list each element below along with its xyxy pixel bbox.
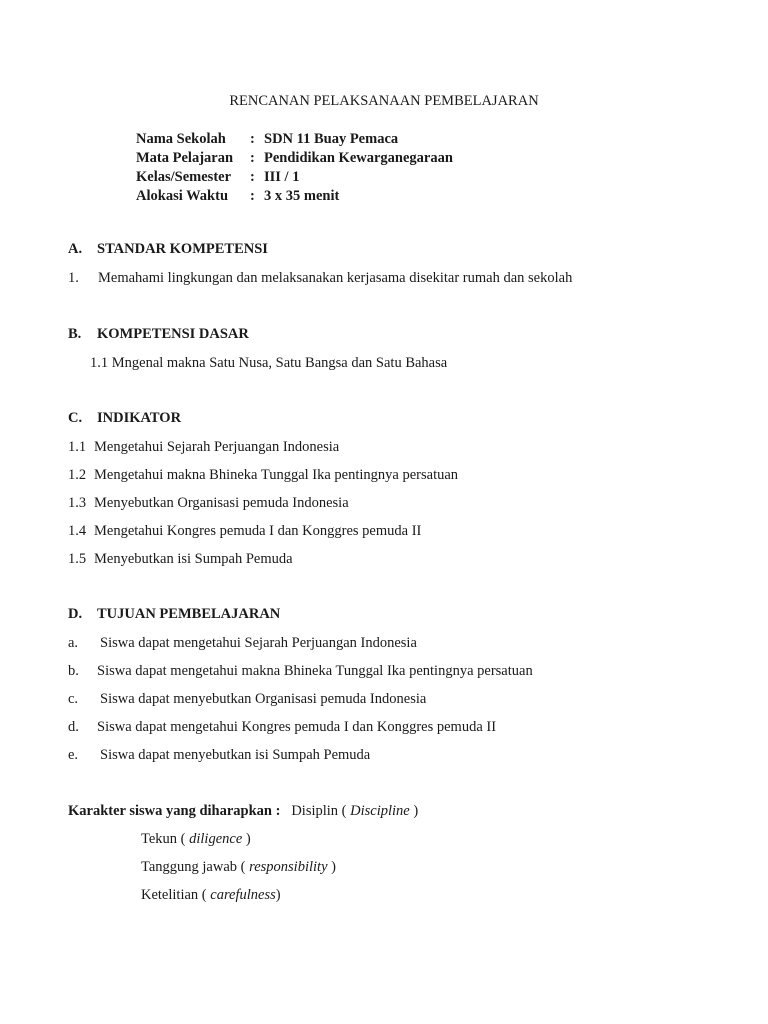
trait-line bbox=[141, 887, 281, 904]
trait-name: Disiplin ( bbox=[291, 803, 347, 819]
info-row-class bbox=[136, 169, 299, 186]
section-title: INDIKATOR bbox=[97, 410, 182, 426]
item-number: 1.4 bbox=[68, 523, 87, 539]
trait-close: ) bbox=[275, 887, 281, 903]
trait-name: Tekun ( bbox=[141, 831, 186, 847]
section-a-heading bbox=[68, 241, 268, 258]
list-item bbox=[68, 635, 417, 652]
item-number: 1. bbox=[68, 270, 79, 286]
section-c-heading bbox=[68, 410, 181, 427]
section-title: STANDAR KOMPETENSI bbox=[97, 241, 268, 257]
item-letter: c. bbox=[68, 691, 79, 707]
section-title: KOMPETENSI DASAR bbox=[97, 326, 249, 342]
item-text: Memahami lingkungan dan melaksanakan kerjasama disekitar rumah dan sekolah bbox=[98, 270, 573, 286]
info-row-subject bbox=[136, 150, 453, 167]
info-row-school bbox=[136, 131, 398, 148]
document-title: RENCANAN PELAKSANAAN PEMBELAJARAN bbox=[229, 93, 539, 109]
item-text: Siswa dapat menyebutkan Organisasi pemuda Indonesia bbox=[100, 691, 427, 707]
list-item bbox=[90, 355, 447, 372]
trait-line bbox=[141, 831, 251, 848]
section-letter: B. bbox=[68, 326, 82, 342]
list-item bbox=[68, 495, 349, 512]
list-item bbox=[68, 467, 458, 484]
section-title: TUJUAN PEMBELAJARAN bbox=[97, 606, 281, 622]
item-letter: b. bbox=[68, 663, 79, 679]
info-value: 3 x 35 menit bbox=[264, 188, 340, 204]
trait-english: Discipline bbox=[350, 803, 410, 819]
karakter-label: Karakter siswa yang diharapkan : bbox=[68, 803, 281, 819]
trait-english: responsibility bbox=[249, 859, 328, 875]
item-text: Siswa dapat mengetahui Kongres pemuda I dan Konggres pemuda II bbox=[97, 719, 497, 735]
info-label: Mata Pelajaran bbox=[136, 150, 234, 166]
info-value: SDN 11 Buay Pemaca bbox=[264, 131, 399, 147]
item-text: Menyebutkan isi Sumpah Pemuda bbox=[94, 551, 293, 567]
trait-english: carefulness bbox=[210, 887, 276, 903]
section-d-heading bbox=[68, 606, 280, 623]
list-item bbox=[68, 663, 533, 680]
trait-close: ) bbox=[413, 803, 419, 819]
item-text: Siswa dapat mengetahui Sejarah Perjuangan Indonesia bbox=[100, 635, 417, 651]
section-b-heading bbox=[68, 326, 249, 343]
trait-line bbox=[141, 859, 336, 876]
item-text: Mengetahui makna Bhineka Tunggal Ika pentingnya persatuan bbox=[94, 467, 459, 483]
item-text: Siswa dapat menyebutkan isi Sumpah Pemuda bbox=[100, 747, 371, 763]
item-number: 1.1 bbox=[68, 439, 87, 455]
info-value: Pendidikan Kewarganegaraan bbox=[264, 150, 453, 166]
info-value: III / 1 bbox=[264, 169, 300, 185]
section-letter: C. bbox=[68, 410, 83, 426]
trait-english: diligence bbox=[189, 831, 243, 847]
item-number: 1.3 bbox=[68, 495, 87, 511]
list-item bbox=[68, 691, 426, 708]
list-item bbox=[68, 719, 496, 736]
item-letter: e. bbox=[68, 747, 79, 763]
item-text: Menyebutkan Organisasi pemuda Indonesia bbox=[94, 495, 349, 511]
info-label: Alokasi Waktu bbox=[136, 188, 229, 204]
item-text: Mengetahui Kongres pemuda I dan Konggres pemuda II bbox=[94, 523, 422, 539]
info-label: Nama Sekolah bbox=[136, 131, 226, 147]
info-colon: : bbox=[250, 188, 255, 204]
item-text: Siswa dapat mengetahui makna Bhineka Tunggal Ika pentingnya persatuan bbox=[97, 663, 533, 679]
section-letter: A. bbox=[68, 241, 83, 257]
item-text: 1.1 Mngenal makna Satu Nusa, Satu Bangsa dan Satu Bahasa bbox=[90, 355, 448, 371]
item-number: 1.5 bbox=[68, 551, 87, 567]
item-text: Mengetahui Sejarah Perjuangan Indonesia bbox=[94, 439, 340, 455]
info-colon: : bbox=[250, 169, 255, 185]
item-letter: a. bbox=[68, 635, 79, 651]
list-item bbox=[68, 551, 293, 568]
list-item bbox=[68, 439, 339, 456]
karakter-line bbox=[68, 803, 418, 820]
item-number: 1.2 bbox=[68, 467, 87, 483]
trait-name: Ketelitian ( bbox=[141, 887, 207, 903]
info-colon: : bbox=[250, 150, 255, 166]
info-row-time bbox=[136, 188, 339, 205]
list-item bbox=[68, 270, 572, 287]
trait-close: ) bbox=[245, 831, 251, 847]
item-letter: d. bbox=[68, 719, 79, 735]
list-item bbox=[68, 523, 421, 540]
info-colon: : bbox=[250, 131, 255, 147]
trait-name: Tanggung jawab ( bbox=[141, 859, 246, 875]
list-item bbox=[68, 747, 370, 764]
trait-close: ) bbox=[331, 859, 336, 875]
info-label: Kelas/Semester bbox=[136, 169, 232, 185]
section-letter: D. bbox=[68, 606, 83, 622]
